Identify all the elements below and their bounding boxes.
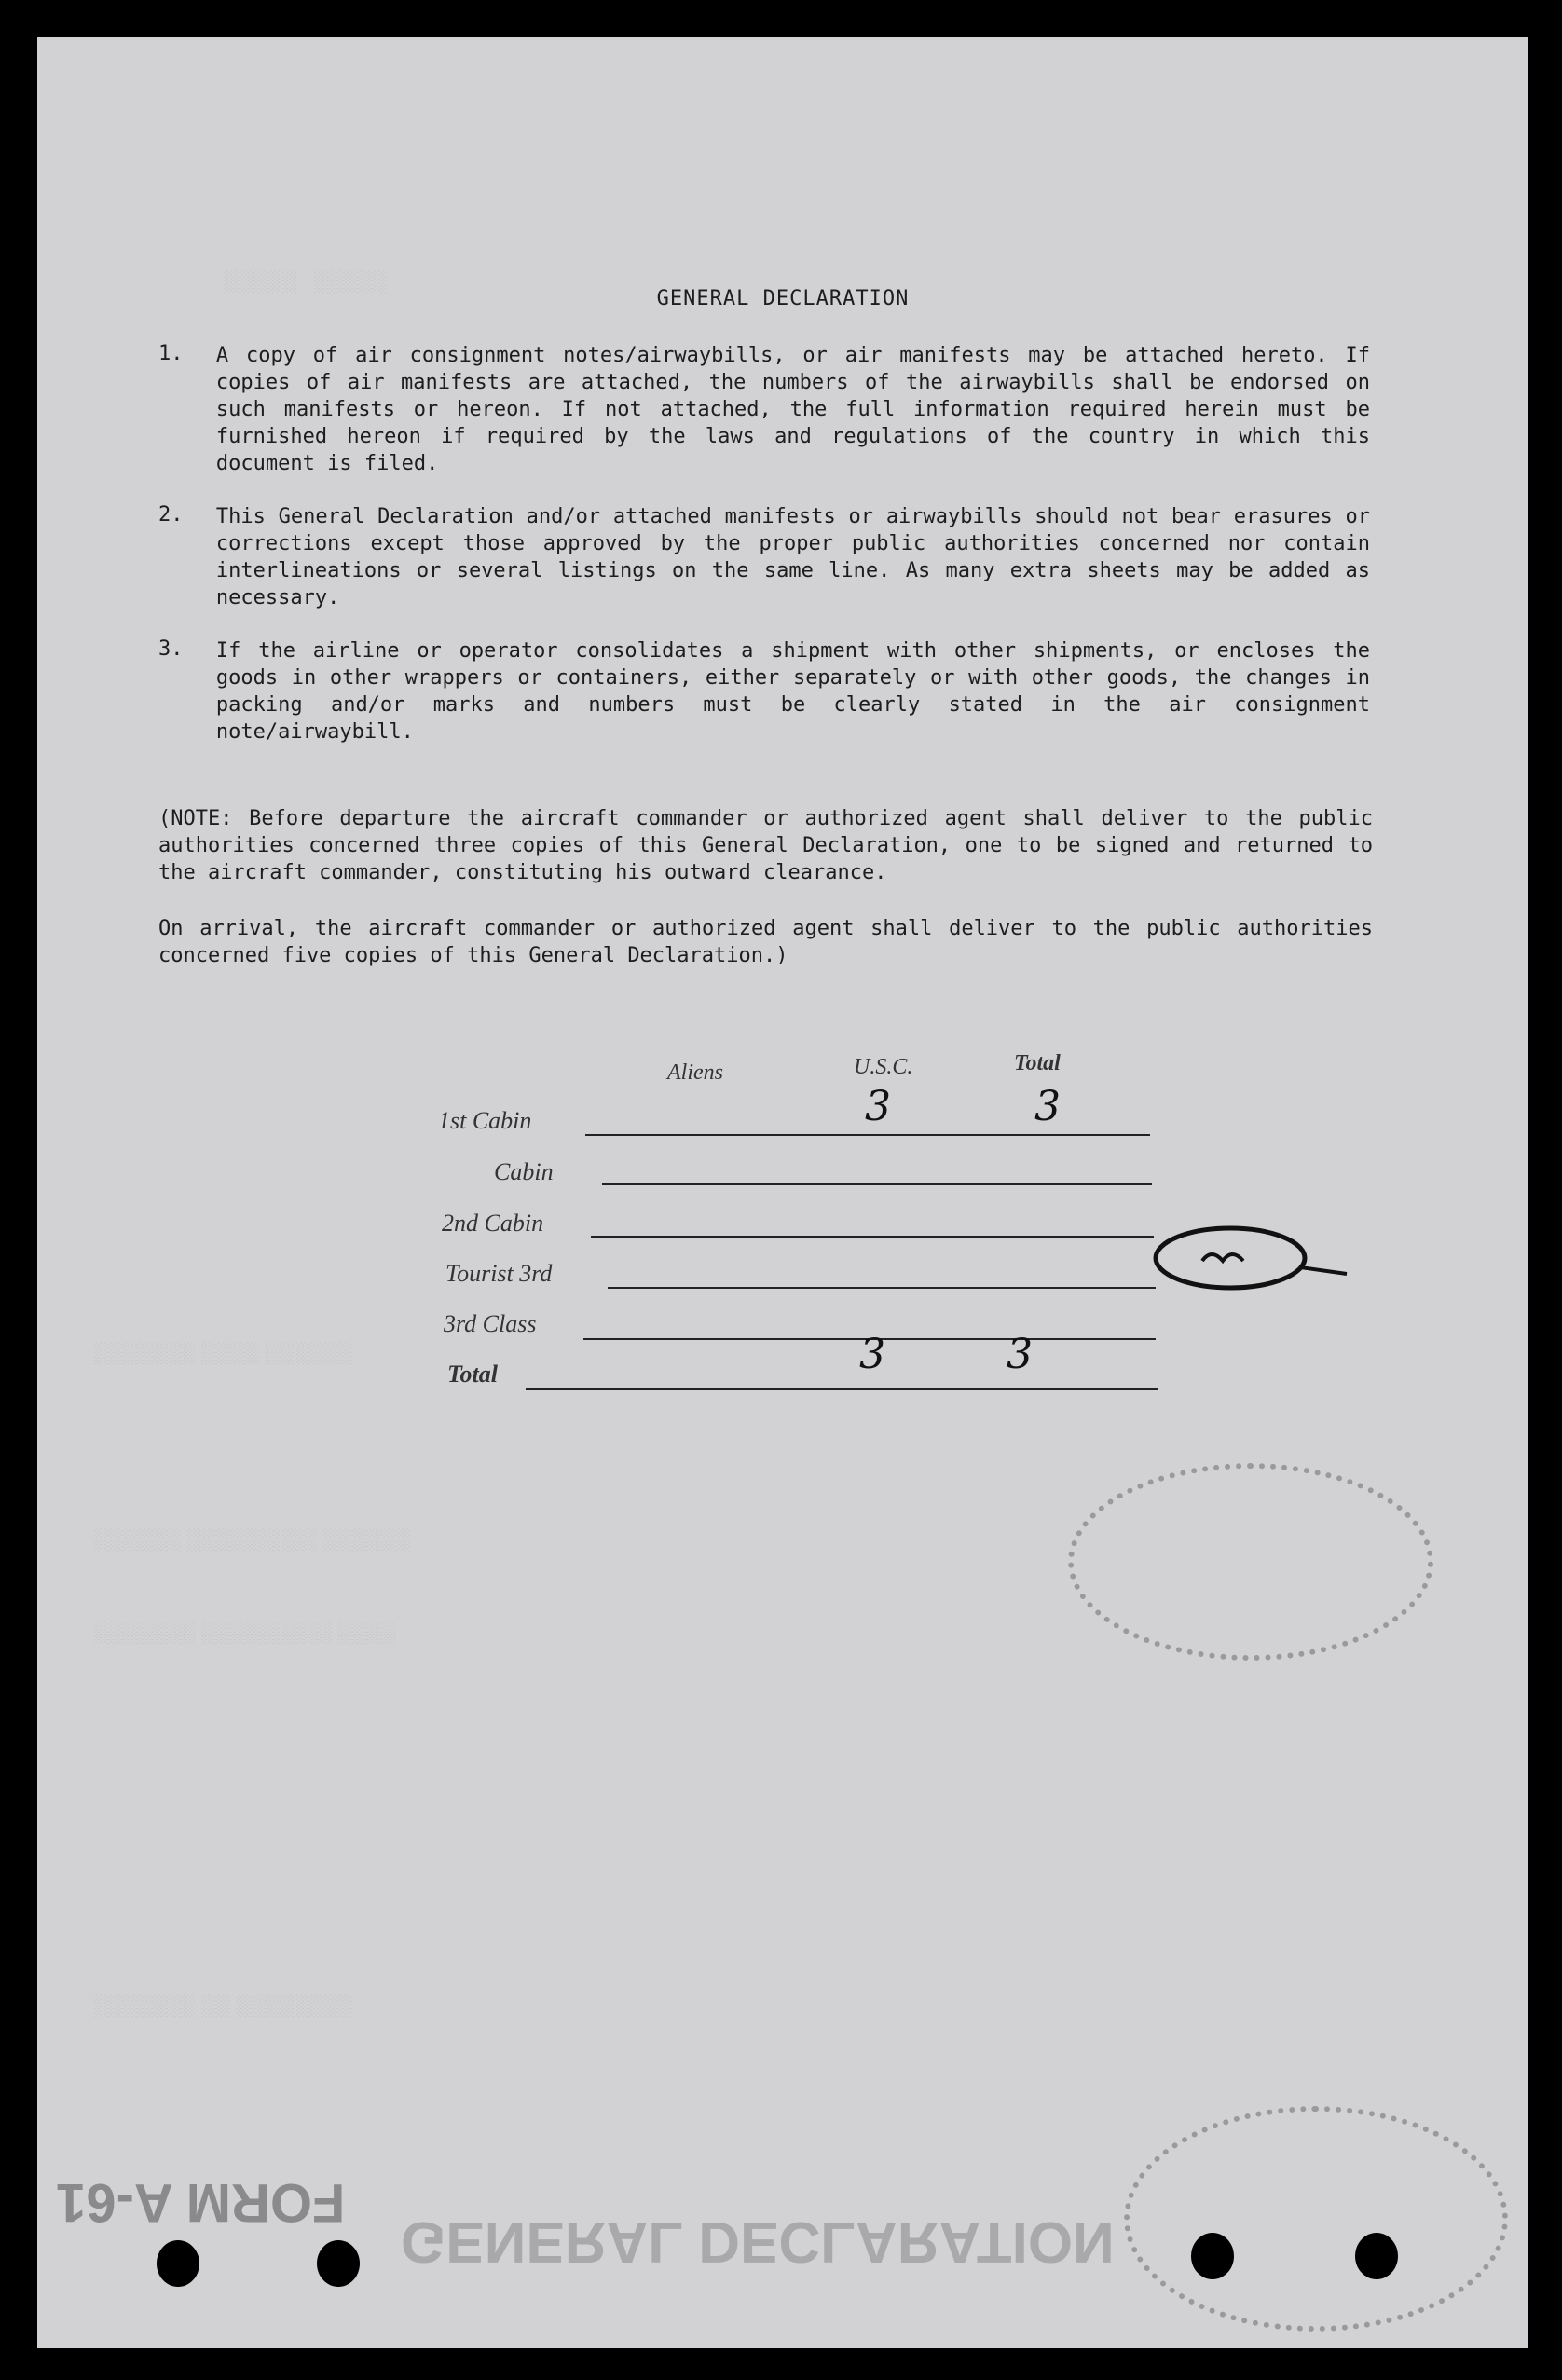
instruction-item — [158, 503, 1370, 611]
column-header-total: Total — [1014, 1051, 1061, 1075]
punch-hole — [1191, 2233, 1234, 2279]
item-number: 2. — [158, 503, 184, 527]
official-stamp — [1068, 1463, 1433, 1661]
row-line — [526, 1388, 1158, 1390]
instruction-item — [158, 342, 1370, 477]
punch-hole — [157, 2240, 199, 2287]
arrival-note: On arrival, the aircraft commander or authorized agent shall deliver to the public authorities concerned five copies of this General Declaration.) — [158, 917, 1373, 967]
total-value: 3 — [1007, 1331, 1033, 1378]
row-label: 2nd Cabin — [442, 1210, 544, 1237]
row-label: Cabin — [494, 1158, 554, 1185]
punch-hole — [317, 2240, 360, 2287]
pen-circle-mark — [1146, 1216, 1351, 1300]
row-label: 3rd Class — [444, 1310, 537, 1337]
total-value: 3 — [1034, 1083, 1061, 1130]
bleed-through-heading: GENERAL DECLARATION — [401, 2209, 1115, 2274]
bleed-through-text: ░░░░░ ░░░░░ — [224, 271, 387, 294]
row-line — [591, 1236, 1154, 1238]
bleed-through-text: ░░░░░░░ ░░░░ ░░░░░░ — [93, 1343, 352, 1366]
punch-hole — [1355, 2233, 1398, 2279]
official-stamp — [1124, 2106, 1508, 2332]
column-header-aliens: Aliens — [667, 1060, 723, 1085]
departure-note: (NOTE: Before departure the aircraft commander or authorized agent shall deliver to the public authorities concerned three copies of this General Declaration, one to be signed and returned to the aircraft commander, constituting his outward clearance. — [158, 807, 1373, 884]
bleed-through-text: ░░░░░░░ ░░ ░░░░░░░░ — [93, 1995, 352, 2018]
usc-value: 3 — [865, 1083, 891, 1130]
item-number: 3. — [158, 637, 184, 661]
row-line — [602, 1183, 1152, 1185]
form-number: FORM A-61 — [56, 2172, 346, 2233]
item-text: This General Declaration and/or attached manifests or airwaybills should not bear erasures or corrections except those approved by the proper public authorities concerned nor contain interlineations or several listings on the same line. As many extra sheets may be added as necessary. — [215, 505, 1370, 609]
usc-value: 3 — [859, 1331, 885, 1378]
document-page — [37, 37, 1528, 2348]
bleed-through-text: ░░░░░░░ ░░░░░░░░░ ░░░░ — [93, 1622, 395, 1646]
row-line — [608, 1287, 1156, 1289]
item-number: 1. — [158, 342, 184, 365]
row-label: Tourist 3rd — [445, 1260, 553, 1287]
page-title: GENERAL DECLARATION — [656, 287, 910, 310]
instructions-list — [158, 342, 1370, 772]
item-text: If the airline or operator consolidates a shipment with other shipments, or encloses the goods in other wrappers or containers, either separately or with other goods, the changes in packing and/or marks and numbers must be clearly stated in the air consignment note/airwaybill. — [215, 639, 1370, 744]
row-label: 1st Cabin — [438, 1107, 532, 1134]
row-line — [585, 1134, 1150, 1136]
item-text: A copy of air consignment notes/airwaybills, or air manifests may be attached hereto. If copies of air manifests are attached, the numbers of the airwaybills shall be endorsed on such manifests or hereon. If not attached, the full information required herein must be furnished hereon if required by the laws and regulations of the country in which this document is filed. — [215, 344, 1370, 475]
column-header-usc: U.S.C. — [854, 1055, 913, 1079]
row-label: Total — [447, 1361, 498, 1388]
bleed-through-text: ░░░░░░ ░░░░░░░░░ ░░░░░░ — [93, 1529, 410, 1552]
instruction-item — [158, 637, 1370, 745]
